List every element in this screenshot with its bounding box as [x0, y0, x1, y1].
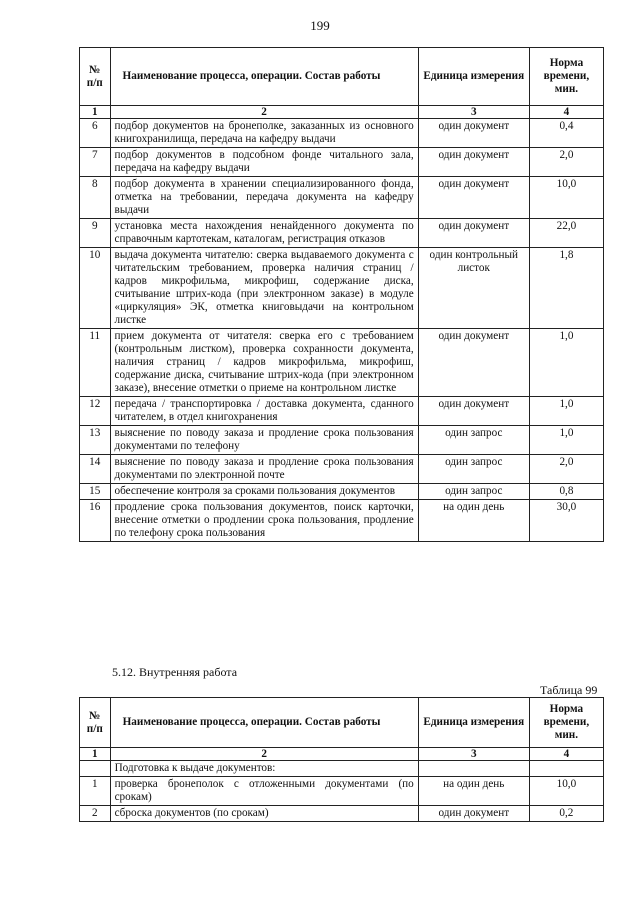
row-name: продление срока пользования документов, поиск карточки, внесение отметки о продлении срока пользования, продление по телефону срока пользования: [110, 500, 418, 542]
index-row: [80, 748, 604, 761]
norms-table-top: [79, 47, 604, 542]
row-unit: один документ: [418, 397, 529, 426]
header-name: Наименование процесса, операции. Состав работы: [110, 698, 418, 748]
row-name: подбор документов на бронеполке, заказанных из основного книгохранилища, передача на кафедру выдачи: [110, 119, 418, 148]
index-cell: 3: [418, 748, 529, 761]
row-norm: 1,0: [529, 329, 603, 397]
table-row: [80, 329, 604, 397]
table-row: [80, 248, 604, 329]
row-unit: один документ: [418, 219, 529, 248]
table-row: [80, 777, 604, 806]
table-row: [80, 119, 604, 148]
index-cell: 3: [418, 106, 529, 119]
header-norm: Норма времени, мин.: [529, 698, 603, 748]
header-unit: Единица измерения: [418, 698, 529, 748]
index-cell: 1: [80, 106, 111, 119]
row-unit: один документ: [418, 148, 529, 177]
index-row: [80, 106, 604, 119]
row-unit: на один день: [418, 500, 529, 542]
row-name: выяснение по поводу заказа и продление срока пользования документами по телефону: [110, 426, 418, 455]
row-norm: 30,0: [529, 500, 603, 542]
row-name: передача / транспортировка / доставка документа, сданного читателем, в отдел книгохранения: [110, 397, 418, 426]
row-name: установка места нахождения ненайденного документа по справочным картотекам, каталогам, регистрация отказов: [110, 219, 418, 248]
row-unit: на один день: [418, 777, 529, 806]
row-unit: один документ: [418, 329, 529, 397]
row-num: 7: [80, 148, 111, 177]
table-row: [80, 397, 604, 426]
row-name: проверка бронеполок с отложенными документами (по срокам): [110, 777, 418, 806]
row-num: 8: [80, 177, 111, 219]
table-row: [80, 219, 604, 248]
row-norm: 0,4: [529, 119, 603, 148]
row-norm: 1,8: [529, 248, 603, 329]
header-num: № п/п: [80, 48, 111, 106]
row-num: 9: [80, 219, 111, 248]
row-num: 16: [80, 500, 111, 542]
index-cell: 2: [110, 748, 418, 761]
row-norm: 2,0: [529, 455, 603, 484]
header-unit: Единица измерения: [418, 48, 529, 106]
row-norm: 1,0: [529, 426, 603, 455]
row-unit: один запрос: [418, 484, 529, 500]
row-name: обеспечение контроля за сроками пользования документов: [110, 484, 418, 500]
row-name: сброска документов (по срокам): [110, 806, 418, 822]
row-unit: один контрольный листок: [418, 248, 529, 329]
header-row: [80, 48, 604, 106]
row-num: 1: [80, 777, 111, 806]
row-num: 12: [80, 397, 111, 426]
row-unit: один запрос: [418, 455, 529, 484]
row-norm: 1,0: [529, 397, 603, 426]
table-body: [80, 119, 604, 542]
page-number: 199: [310, 18, 330, 33]
row-num: 10: [80, 248, 111, 329]
row-unit: один документ: [418, 177, 529, 219]
group-row: [80, 761, 604, 777]
table-row: [80, 426, 604, 455]
row-num: 13: [80, 426, 111, 455]
table-body: [80, 761, 604, 822]
table-row: [80, 500, 604, 542]
row-unit: один документ: [418, 119, 529, 148]
index-cell: 4: [529, 748, 603, 761]
group-unit-cell: [418, 761, 529, 777]
section-title: 5.12. Внутренняя работа: [112, 665, 238, 679]
group-title: Подготовка к выдаче документов:: [110, 761, 418, 777]
header-name: Наименование процесса, операции. Состав работы: [110, 48, 418, 106]
row-num: 14: [80, 455, 111, 484]
row-norm: 0,8: [529, 484, 603, 500]
row-name: подбор документов в подсобном фонде читального зала, передача на кафедру выдачи: [110, 148, 418, 177]
row-norm: 10,0: [529, 777, 603, 806]
row-num: 15: [80, 484, 111, 500]
header-row: [80, 698, 604, 748]
row-num: 2: [80, 806, 111, 822]
row-name: подбор документа в хранении специализированного фонда, отметка на требовании, передача документа на кафедру выдачи: [110, 177, 418, 219]
table-row: [80, 484, 604, 500]
table-label: Таблица 99: [540, 683, 598, 697]
index-cell: 2: [110, 106, 418, 119]
table-row: [80, 455, 604, 484]
row-name: выяснение по поводу заказа и продление срока пользования документами по электронной почте: [110, 455, 418, 484]
row-norm: 0,2: [529, 806, 603, 822]
row-norm: 10,0: [529, 177, 603, 219]
table-row: [80, 806, 604, 822]
table-row: [80, 177, 604, 219]
row-unit: один документ: [418, 806, 529, 822]
index-cell: 1: [80, 748, 111, 761]
group-num-cell: [80, 761, 111, 777]
header-num: № п/п: [80, 698, 111, 748]
row-unit: один запрос: [418, 426, 529, 455]
row-norm: 22,0: [529, 219, 603, 248]
header-norm: Норма времени, мин.: [529, 48, 603, 106]
row-name: выдача документа читателю: сверка выдаваемого документа с читательским требованием, проверка наличия страниц / кадров микрофильма, микрофиш, содержание диска, считывание штрих-кода (при электронном заказе) в модуле «циркуляция» ЭК, отметка книговыдачи на контрольном листке: [110, 248, 418, 329]
norms-table-bottom: [79, 697, 604, 822]
row-name: прием документа от читателя: сверка его с требованием (контрольным листком), проверка сохранности документа, наличия страниц / кадров микрофильма, микрофиш, содержание диска, считывание штрих-кода (при электронном заказе), внесение отметки о приеме на контрольном листке: [110, 329, 418, 397]
group-norm-cell: [529, 761, 603, 777]
row-num: 11: [80, 329, 111, 397]
index-cell: 4: [529, 106, 603, 119]
table-row: [80, 148, 604, 177]
row-norm: 2,0: [529, 148, 603, 177]
row-num: 6: [80, 119, 111, 148]
